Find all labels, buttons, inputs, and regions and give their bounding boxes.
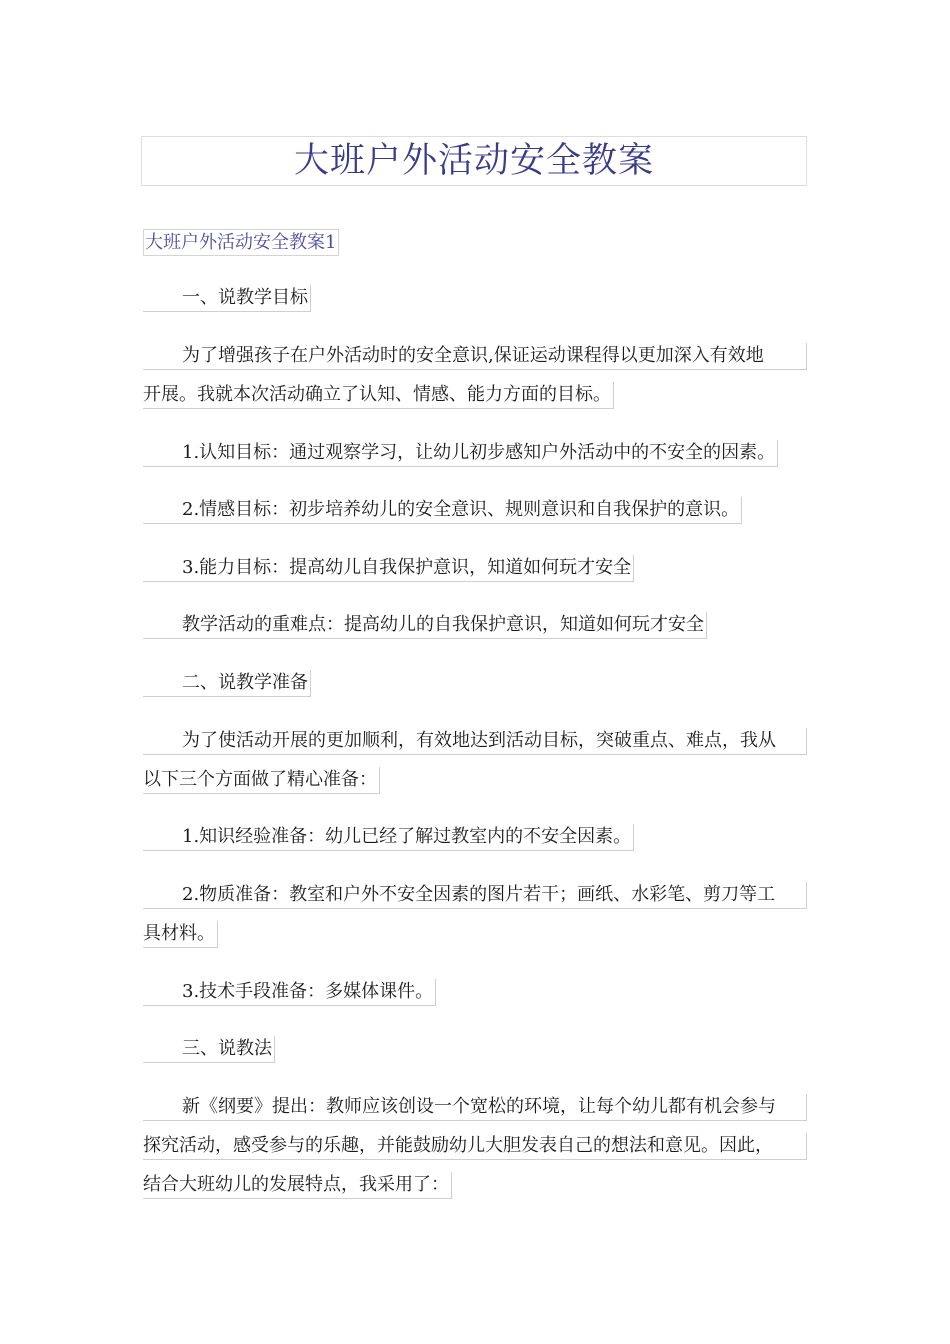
preparation-item-knowledge: 1.知识经验准备：幼儿已经了解过教室内的不安全因素。 xyxy=(143,824,634,851)
paragraph-line: 具材料。 xyxy=(143,921,218,948)
section-heading-preparation: 二、说教学准备 xyxy=(143,670,311,697)
document-title: 大班户外活动安全教案 xyxy=(293,141,654,181)
paragraph-line: 为了使活动开展的更加顺利，有效地达到活动目标，突破重点、难点，我从 xyxy=(143,728,807,755)
objective-item-cognitive: 1.认知目标：通过观察学习，让幼儿初步感知户外活动中的不安全的因素。 xyxy=(143,440,778,467)
paragraph-line: 结合大班幼儿的发展特点，我采用了： xyxy=(143,1172,452,1199)
section-heading-objectives: 一、说教学目标 xyxy=(143,285,311,312)
document-subtitle: 大班户外活动安全教案1 xyxy=(143,229,339,256)
objective-item-ability: 3.能力目标：提高幼儿自我保护意识，知道如何玩才安全 xyxy=(143,555,634,582)
paragraph-key-points: 教学活动的重难点：提高幼儿的自我保护意识，知道如何玩才安全 xyxy=(143,612,707,639)
paragraph-line: 新《纲要》提出：教师应该创设一个宽松的环境，让每个幼儿都有机会参与 xyxy=(143,1094,807,1121)
preparation-item-materials: 2.物质准备：教室和户外不安全因素的图片若干；画纸、水彩笔、剪刀等工 xyxy=(143,882,807,909)
paragraph-line: 为了增强孩子在户外活动时的安全意识,保证运动课程得以更加深入有效地 xyxy=(143,343,807,370)
paragraph-line: 以下三个方面做了精心准备： xyxy=(143,767,380,794)
section-heading-methods: 三、说教法 xyxy=(143,1036,275,1063)
title-box xyxy=(141,136,807,186)
paragraph-line: 开展。我就本次活动确立了认知、情感、能力方面的目标。 xyxy=(143,382,614,409)
objective-item-emotional: 2.情感目标：初步培养幼儿的安全意识、规则意识和自我保护的意识。 xyxy=(143,497,742,524)
preparation-item-technical: 3.技术手段准备：多媒体课件。 xyxy=(143,979,436,1006)
paragraph-line: 探究活动，感受参与的乐趣，并能鼓励幼儿大胆发表自己的想法和意见。因此， xyxy=(143,1133,807,1160)
